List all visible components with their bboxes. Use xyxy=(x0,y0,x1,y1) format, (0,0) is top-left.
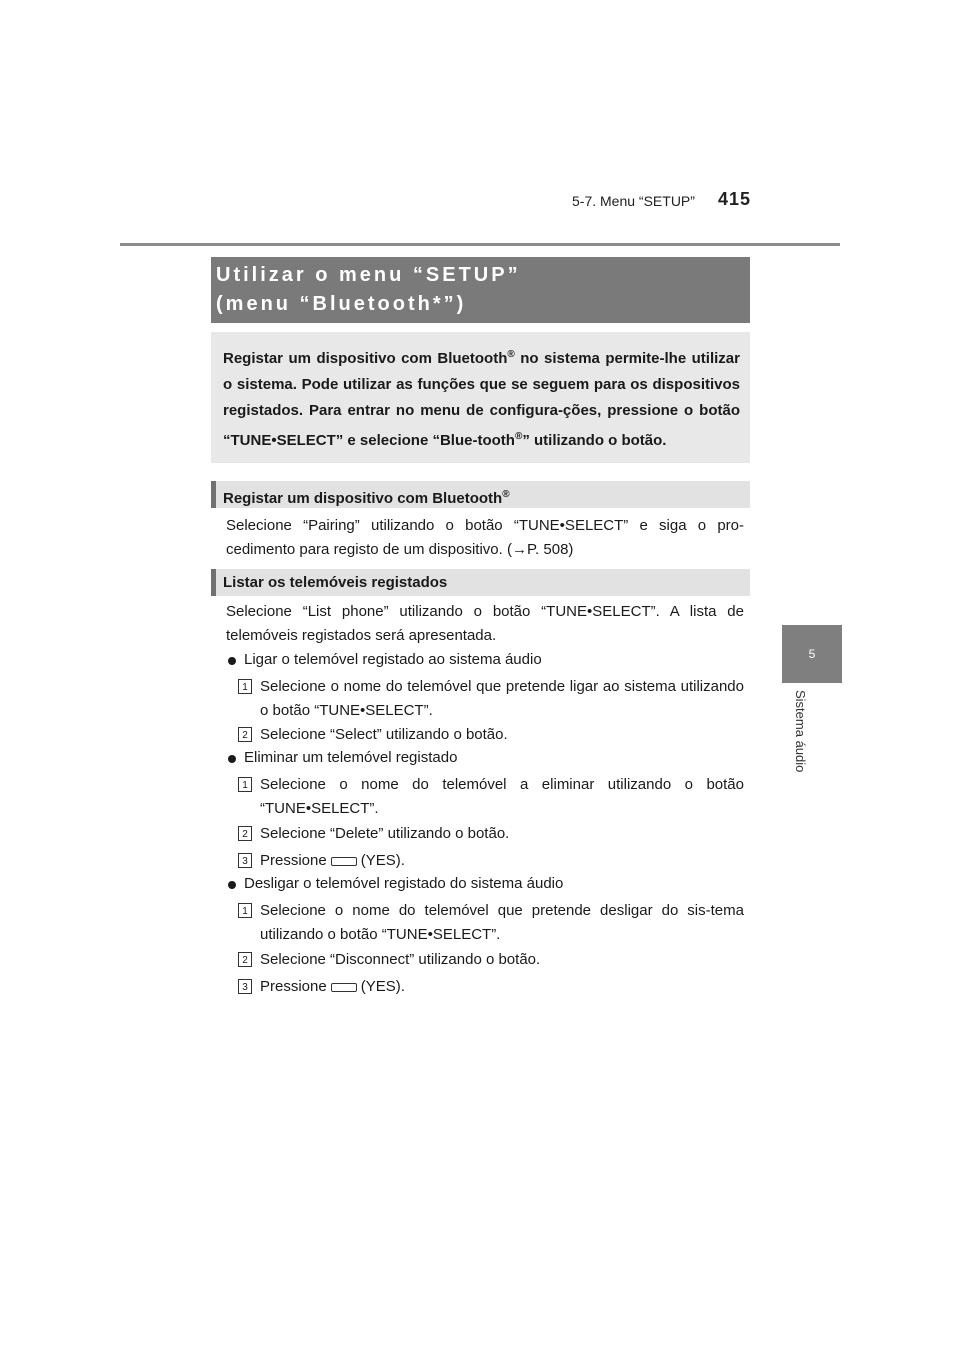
title-line-2: (menu “Bluetooth*”) xyxy=(216,293,467,315)
step-number: 2 xyxy=(238,952,252,967)
bullet-connect-phone xyxy=(226,648,744,672)
step-text: (YES). xyxy=(360,978,405,995)
step-text: Selecione o nome do telemóvel a eliminar utilizando o botão “TUNE•SELECT”. xyxy=(260,776,744,817)
step-item xyxy=(238,773,744,821)
step-number: 3 xyxy=(238,853,252,868)
heading-bar xyxy=(211,569,216,596)
heading-bar xyxy=(211,481,216,508)
step-text: Selecione “Delete” utilizando o botão. xyxy=(260,825,510,842)
step-number: 1 xyxy=(238,903,252,918)
step-item xyxy=(238,899,744,947)
step-item xyxy=(238,675,744,723)
title-line-1: Utilizar o menu “SETUP” xyxy=(216,264,521,286)
section-heading-register xyxy=(211,481,750,508)
page-number: 415 xyxy=(718,189,752,209)
intro-text-2: no sistema permite-lhe utilizar o sistema. Pode utilizar as funções que se seguem para os dispositivos registados. Para entrar no menu de configura-ções, pressione o botão “TUNE•SELECT” e selecione “Blue-tooth xyxy=(223,350,740,449)
step-text: Selecione “Disconnect” utilizando o botão. xyxy=(260,951,541,968)
step-item xyxy=(238,948,744,972)
register-instructions: Selecione “Pairing” utilizando o botão “TUNE•SELECT” e siga o pro-cedimento para registo de um dispositivo. (→P. 508) xyxy=(226,517,744,558)
step-text: Selecione o nome do telemóvel que pretende ligar ao sistema utilizando o botão “TUNE•SELECT”. xyxy=(260,678,744,719)
step-number: 1 xyxy=(238,777,252,792)
step-text: Pressione xyxy=(260,852,327,869)
intro-text-3: ” utilizando o botão. xyxy=(522,432,667,449)
bullet-delete-phone xyxy=(226,746,744,770)
list-phones-instructions: Selecione “List phone” utilizando o botão “TUNE•SELECT”. A lista de telemóveis registados será apresentada. xyxy=(226,603,744,644)
step-item xyxy=(238,723,744,747)
chapter-number: 5 xyxy=(808,647,816,661)
step-text: Selecione “Select” utilizando o botão. xyxy=(260,726,508,743)
heading-text: Listar os telemóveis registados xyxy=(223,574,448,591)
bullet-disconnect-phone xyxy=(226,872,744,896)
step-text: (YES). xyxy=(360,852,405,869)
bullet-label: Ligar o telemóvel registado ao sistema áudio xyxy=(244,651,542,668)
running-header-section: 5-7. Menu “SETUP” xyxy=(572,193,695,209)
button-icon xyxy=(331,857,357,866)
bullet-label: Desligar o telemóvel registado do sistema áudio xyxy=(244,875,564,892)
step-text: Selecione o nome do telemóvel que pretende desligar do sis-tema utilizando o botão “TUNE•SELECT”. xyxy=(260,902,744,943)
intro-text-1: Registar um dispositivo com Bluetooth xyxy=(223,350,508,367)
step-number: 2 xyxy=(238,826,252,841)
registered-mark: ® xyxy=(507,349,515,360)
bullet-dot xyxy=(228,755,236,763)
step-number: 3 xyxy=(238,979,252,994)
step-number: 2 xyxy=(238,727,252,742)
step-item xyxy=(238,975,744,999)
bullet-label: Eliminar um telemóvel registado xyxy=(244,749,458,766)
heading-text: Registar um dispositivo com Bluetooth xyxy=(223,490,503,507)
registered-mark: ® xyxy=(514,431,523,442)
step-item xyxy=(238,822,744,846)
chapter-title: Sistema áudio xyxy=(793,690,808,773)
chapter-tab xyxy=(782,625,842,683)
step-text: Pressione xyxy=(260,978,327,995)
section-heading-list-phones xyxy=(211,569,750,596)
step-number: 1 xyxy=(238,679,252,694)
intro-box xyxy=(211,332,750,463)
bullet-dot xyxy=(228,657,236,665)
bullet-dot xyxy=(228,881,236,889)
page-title xyxy=(211,257,750,323)
button-icon xyxy=(331,983,357,992)
step-item xyxy=(238,849,744,873)
registered-mark: ® xyxy=(502,489,510,500)
header-rule xyxy=(120,243,840,246)
